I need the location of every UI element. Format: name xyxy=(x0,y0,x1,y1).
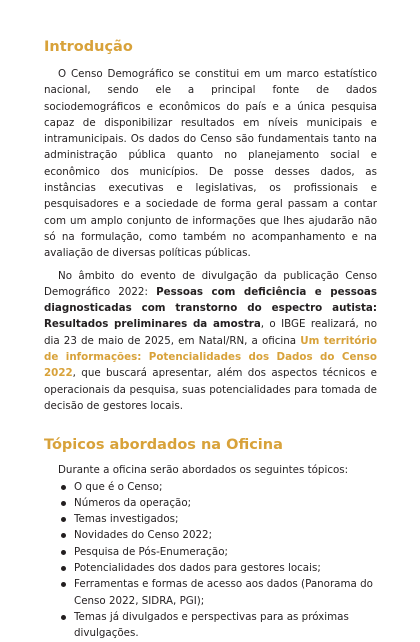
bullet-icon xyxy=(61,566,66,571)
bullet-icon xyxy=(61,501,66,506)
page-content xyxy=(44,38,377,642)
section-title-introducao: Introdução xyxy=(44,39,133,55)
list-item-label: Potencialidades dos dados para gestores locais; xyxy=(74,562,321,575)
intro-paragraph-2-text-a: No âmbito do evento de divulgação da publicação Censo Demográfico 2022: xyxy=(44,269,377,298)
list-item xyxy=(60,495,377,511)
intro-paragraph-2-text-c: , que buscará apresentar, além dos aspectos técnicos e operacionais da pesquisa, suas potencialidades para tomada de decisão de gestores locais. xyxy=(44,367,377,412)
bullet-icon xyxy=(61,517,66,522)
list-item xyxy=(60,479,377,495)
intro-paragraph-2 xyxy=(44,268,377,415)
bullet-icon xyxy=(61,582,66,587)
list-item-label: Novidades do Censo 2022; xyxy=(74,529,213,542)
list-item-label: Ferramentas e formas de acesso aos dados (Panorama do Censo 2022, SIDRA, PGI); xyxy=(74,578,373,607)
intro-paragraph-2-text-b: , o IBGE realizará, no dia 23 de maio de 2025, em Natal/RN, a oficina xyxy=(44,318,377,347)
bullet-icon xyxy=(61,533,66,538)
publication-title: Pessoas com deficiência e pessoas diagnosticadas com transtorno do espectro autista: Resultados preliminares da amostra xyxy=(44,285,377,331)
list-item-label: Temas investigados; xyxy=(74,513,179,526)
list-item-label: Temas já divulgados e perspectivas para as próximas divulgações. xyxy=(74,610,349,640)
list-item xyxy=(60,609,377,642)
list-item xyxy=(60,576,377,609)
intro-paragraph-1: O Censo Demográfico se constitui em um marco estatístico nacional, sendo ele a principal fonte de dados sociodemográficos e econômicos do país e a única pesquisa capaz de disponibilizar resultados em níveis municipais e intramunicipais. Os dados do Censo são fundamentais tanto na administração pública quanto no planejamento social e econômico dos municípios. De posse desses dados, as instâncias executivas e legislativas, os profissionais e pesquisadores e a sociedade de forma geral passam a contar com um amplo conjunto de informações que lhes ajudarão não só na formulação, como também no acompanhamento e na avaliação de diversas políticas públicas. xyxy=(44,68,377,260)
topics-intro: Durante a oficina serão abordados os seguintes tópicos: xyxy=(58,464,349,477)
bullet-icon xyxy=(61,550,66,555)
workshop-title: Um território de informações: Potencialidades dos Dados do Censo 2022 xyxy=(44,334,377,380)
list-item-label: Pesquisa de Pós-Enumeração; xyxy=(74,545,228,558)
list-item-label: Números da operação; xyxy=(74,496,192,509)
list-item xyxy=(60,511,377,527)
list-item-label: O que é o Censo; xyxy=(74,480,163,493)
topics-list xyxy=(44,479,377,642)
bullet-icon xyxy=(61,485,66,490)
list-item xyxy=(60,544,377,560)
section-title-topicos: Tópicos abordados na Oficina xyxy=(44,437,283,454)
list-item xyxy=(60,560,377,576)
list-item xyxy=(60,527,377,543)
bullet-icon xyxy=(61,615,66,620)
